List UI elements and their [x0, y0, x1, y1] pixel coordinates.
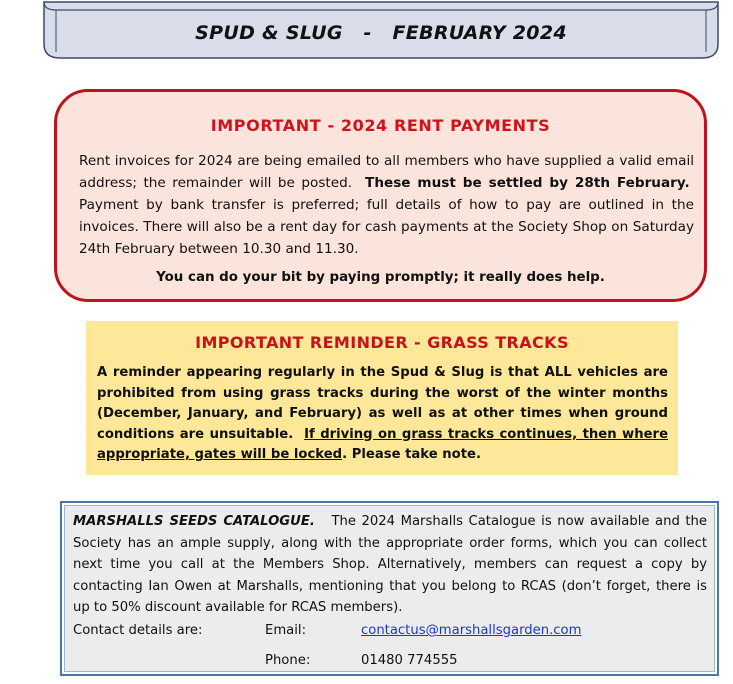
email-link[interactable]: contactus@marshallsgarden.com [361, 623, 582, 638]
rent-paragraph [79, 150, 694, 260]
phone-number: 01480 774555 [361, 653, 458, 668]
rent-deadline: These must be settled by 28th February. [365, 175, 690, 191]
grass-heading: IMPORTANT REMINDER - GRASS TRACKS [195, 333, 569, 352]
grass-paragraph [97, 363, 668, 466]
rent-text-2: Payment by bank transfer is preferred; full details of how to pay are outlined in the invoices. There will also be a rent day for cash payments at the Society Shop on Saturday 24th February between 10.30 and 11.30. [79, 197, 694, 257]
grass-text-end: . Please take note. [342, 447, 481, 462]
rent-heading: IMPORTANT - 2024 RENT PAYMENTS [210, 116, 551, 135]
rent-text-1: Rent invoices for 2024 are being emailed to all members who have supplied a valid email address; the remainder will be posted. [79, 153, 694, 191]
marshalls-lead: MARSHALLS SEEDS CATALOGUE. [73, 514, 315, 529]
newsletter-banner [42, 0, 720, 60]
marshalls-catalogue-notice [60, 501, 719, 676]
marshalls-paragraph [73, 511, 707, 619]
phone-label: Phone: [265, 653, 311, 668]
rent-payments-notice [54, 89, 707, 302]
rent-closing [57, 270, 704, 285]
rent-closing-end: . [599, 270, 605, 285]
grass-warning: If driving on grass tracks continues, then where appropriate, gates will be locked [97, 426, 669, 462]
rent-closing-bold: You can do your bit by paying promptly; it really does help [156, 270, 600, 285]
newsletter-title: SPUD & SLUG - FEBRUARY 2024 [195, 22, 567, 44]
grass-tracks-notice [86, 321, 678, 475]
contact-label: Contact details are: [73, 623, 203, 638]
email-label: Email: [265, 623, 307, 638]
marshalls-text: The 2024 Marshalls Catalogue is now available and the Society has an ample supply, along with the appropriate order forms, which you can collect next time you call at the Members Shop. Alternatively, members can request a copy by contacting Ian Owen at Marshalls, mentioning that you belong to RCAS (don’t forget, there is up to 50% discount available for RCAS members). [73, 514, 707, 615]
grass-text: A reminder appearing regularly in the Spud & Slug is that ALL vehicles are prohibited from using grass tracks during the worst of the winter months (December, January, and February) as well as at other times when ground conditions are unsuitable. [97, 365, 668, 442]
